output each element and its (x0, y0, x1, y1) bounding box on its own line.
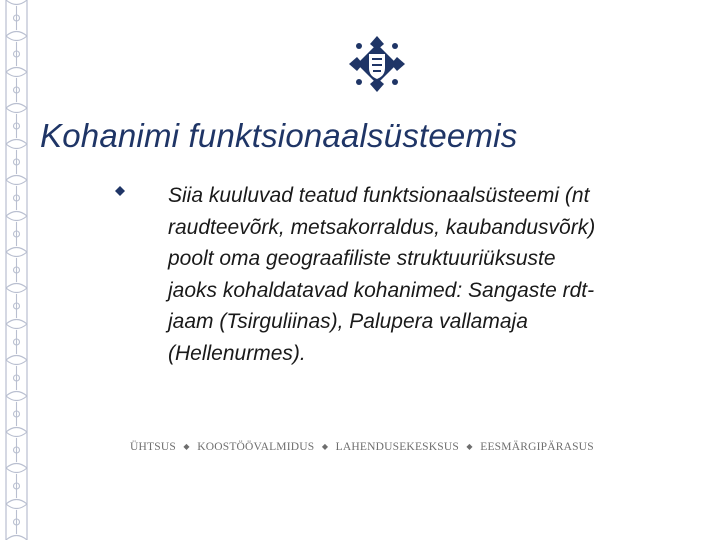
footer-separator-1: ◆ (183, 442, 190, 451)
footer-value-2: KOOSTÖÖVALMIDUS (197, 441, 315, 453)
ornament-segment (6, 288, 27, 324)
ornament-segment (6, 144, 27, 180)
footer-value-3: LAHENDUSEKESKSUS (335, 441, 459, 453)
ornament-segment (6, 360, 27, 396)
ornament-segment (6, 432, 27, 468)
ornament-segment (6, 504, 27, 540)
ornament-segment (6, 324, 27, 360)
ornament-segment (6, 468, 27, 504)
ornament-segment (6, 396, 27, 432)
footer-separator-3: ◆ (466, 442, 473, 451)
coat-of-arms-icon (347, 34, 407, 94)
bullet-text: Siia kuuluvad teatud funktsionaalsüsteemi (nt raudteevõrk, metsakorraldus, kaubandusvõrk) poolt oma geograafiliste struktuuriüksuste jaoks kohaldatavad kohanimed: Sangaste rdt- jaam (Tsirguliinas), Palupera vallamaja (Hellenurmes). (168, 184, 596, 365)
slide-title: Kohanimi funktsionaalsüsteemis (40, 117, 518, 154)
side-ornament-pattern (0, 0, 34, 540)
footer-separator-2: ◆ (321, 442, 329, 451)
footer-value-4: EESMÄRGIPÄRASUS (480, 441, 594, 453)
footer-value-1: ÜHTSUS (130, 441, 176, 453)
ornament-segment (6, 180, 27, 216)
diamond-bullet-icon (114, 185, 126, 197)
ornament-segment (6, 108, 27, 144)
ornament-segment (6, 36, 27, 72)
ornament-segment (6, 216, 27, 252)
footer-values-line (130, 437, 600, 451)
ornament-segment (6, 252, 27, 288)
ornament-segment (6, 0, 27, 36)
ornament-segment (6, 72, 27, 108)
